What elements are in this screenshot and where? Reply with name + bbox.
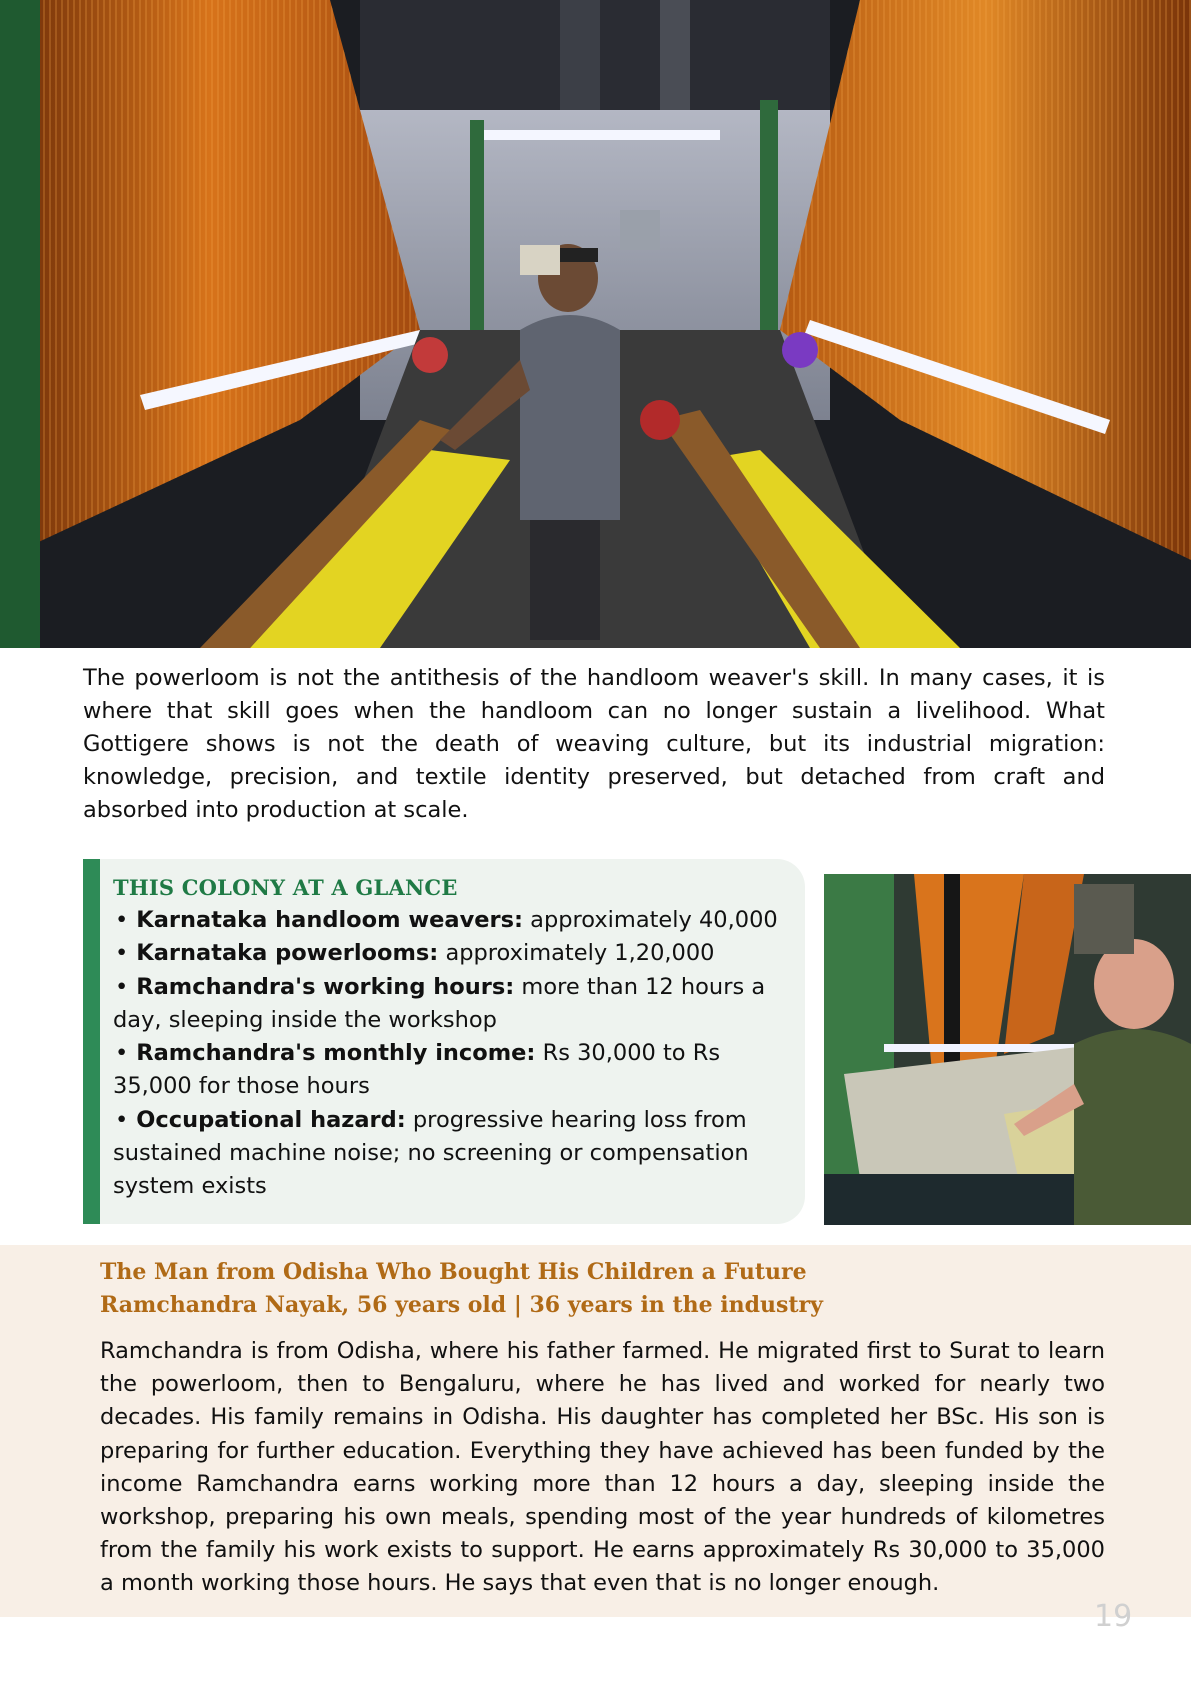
- glance-box: [83, 859, 805, 1224]
- glance-accent-bar: [83, 859, 100, 1224]
- weaver-illustration: [824, 874, 1191, 1225]
- powerloom-workshop-illustration: [0, 0, 1191, 648]
- glance-item: [113, 904, 783, 937]
- bullet-icon: •: [115, 973, 129, 1000]
- bullet-icon: •: [115, 907, 129, 933]
- page-number: 19: [1094, 1599, 1133, 1634]
- story-subtitle: Ramchandra Nayak, 56 years old | 36 years in the industry: [100, 1292, 823, 1318]
- story-section: [0, 1245, 1191, 1617]
- glance-item-text: Rs 30,000 to Rs 35,000 for those hours: [113, 1040, 721, 1100]
- glance-item-text: approximately 1,20,000: [438, 940, 715, 967]
- glance-item-label: Karnataka handloom weavers:: [136, 907, 523, 933]
- bullet-icon: •: [115, 1106, 129, 1133]
- glance-title: THIS COLONY AT A GLANCE: [113, 875, 458, 900]
- bullet-icon: •: [115, 940, 129, 967]
- glance-item-label: Karnataka powerlooms:: [136, 940, 439, 967]
- story-title: The Man from Odisha Who Bought His Children a Future: [100, 1259, 807, 1285]
- glance-item: [113, 971, 783, 1038]
- hero-photo: [0, 0, 1191, 648]
- glance-item-text: approximately 40,000: [523, 907, 778, 933]
- glance-item-label: Ramchandra's working hours:: [136, 973, 515, 1000]
- glance-item: [113, 1037, 783, 1104]
- glance-item-label: Occupational hazard:: [136, 1106, 406, 1133]
- bullet-icon: •: [115, 1040, 129, 1067]
- story-body: Ramchandra is from Odisha, where his father farmed. He migrated first to Surat to learn the powerloom, then to Bengaluru, where he has lived and worked for nearly two decades. His family remains in Odisha. His daughter has completed her BSc. His son is preparing for further education. Everything they have achieved has been funded by the income Ramchandra earns working more than 12 hours a day, sleeping inside the workshop, preparing his own meals, spending most of the year hundreds of kilometres from the family his work exists to support. He earns approximately Rs 30,000 to 35,000 a month working those hours. He says that even that is no longer enough.: [100, 1338, 1105, 1597]
- side-photo: [824, 874, 1191, 1225]
- glance-item-text: more than 12 hours a day, sleeping inside the workshop: [113, 973, 766, 1033]
- glance-list: [113, 904, 783, 1204]
- glance-item: [113, 1104, 783, 1204]
- intro-paragraph: The powerloom is not the antithesis of the handloom weaver's skill. In many cases, it is where that skill goes when the handloom can no longer sustain a livelihood. What Gottigere shows is not the death of weaving culture, but its industrial migration: knowledge, precision, and textile identity preserved, but detached from craft and absorbed into production at scale.: [83, 665, 1105, 823]
- glance-item: [113, 937, 783, 970]
- glance-item-label: Ramchandra's monthly income:: [136, 1040, 536, 1067]
- glance-item-text: progressive hearing loss from sustained machine noise; no screening or compensation system exists: [113, 1106, 749, 1200]
